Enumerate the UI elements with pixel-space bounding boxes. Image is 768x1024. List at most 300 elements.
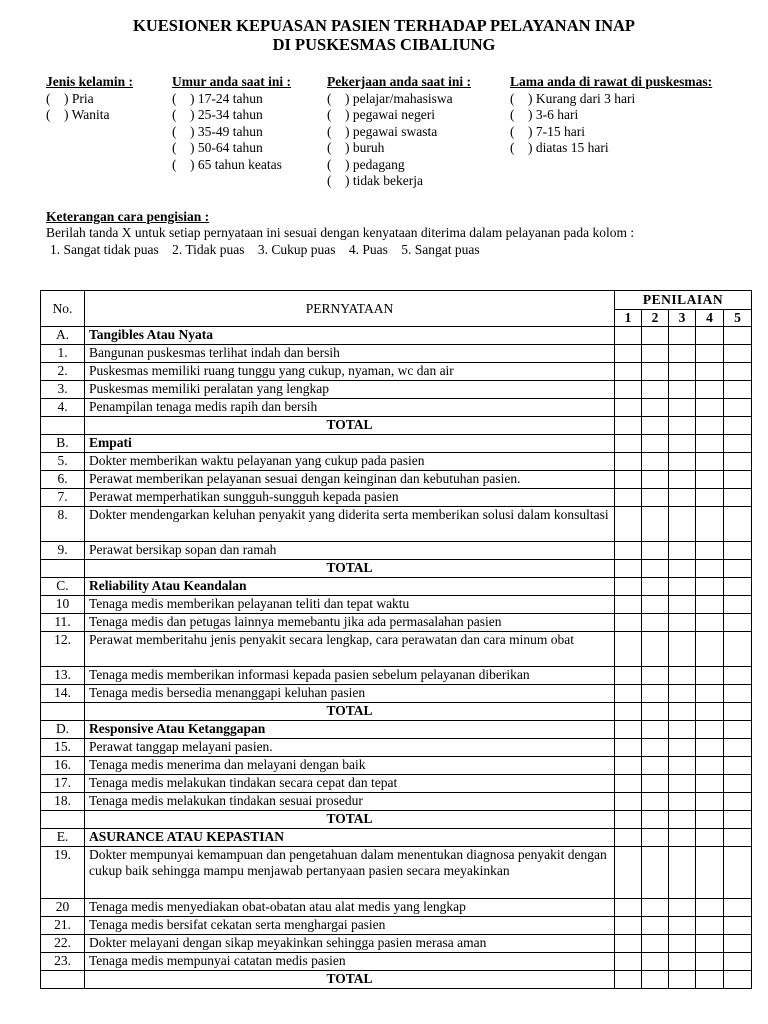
row-number: 1. <box>41 345 85 363</box>
statement-text: Tenaga medis bersedia menanggapi keluhan pasien <box>85 685 615 703</box>
total-row <box>41 417 752 435</box>
rating-cell-4[interactable] <box>696 953 724 971</box>
rating-cell-1[interactable] <box>615 489 642 507</box>
gender-option-female[interactable]: ( ) Wanita <box>46 107 110 122</box>
rating-cell-5[interactable] <box>724 632 752 667</box>
row-number: 3. <box>41 381 85 399</box>
section-title: ASURANCE ATAU KEPASTIAN <box>85 829 615 847</box>
rating-cell-2[interactable] <box>642 847 669 899</box>
rating-cell-5[interactable] <box>724 363 752 381</box>
rating-cell-4 <box>696 327 724 345</box>
row-number: 8. <box>41 507 85 542</box>
statement-row <box>41 363 752 381</box>
statement-text: Bangunan puskesmas terlihat indah dan bersih <box>85 345 615 363</box>
rating-cell-5 <box>724 435 752 453</box>
gender-question <box>46 74 133 124</box>
occupation-question <box>327 74 471 190</box>
rating-cell-3[interactable] <box>669 685 696 703</box>
rating-cell-1[interactable] <box>615 685 642 703</box>
statement-text: Tenaga medis melakukan tindakan secara cepat dan tepat <box>85 775 615 793</box>
total-row <box>41 811 752 829</box>
stay-option-under-3[interactable]: ( ) Kurang dari 3 hari <box>510 90 636 106</box>
statement-row <box>41 542 752 560</box>
rating-cell-5 <box>724 971 752 989</box>
rating-cell-2[interactable] <box>642 632 669 667</box>
rating-cell-3 <box>669 435 696 453</box>
statement-row <box>41 917 752 935</box>
statement-row <box>41 847 752 899</box>
section-row <box>41 327 752 345</box>
rating-cell-3[interactable] <box>669 363 696 381</box>
rating-cell-4[interactable] <box>696 899 724 917</box>
rating-cell-3[interactable] <box>669 399 696 417</box>
rating-cell-1[interactable] <box>615 381 642 399</box>
statement-row <box>41 345 752 363</box>
age-label: Umur anda saat ini : <box>172 74 292 89</box>
statement-text: Tenaga medis memberikan pelayanan teliti dan tepat waktu <box>85 596 615 614</box>
statement-text: Tenaga medis dan petugas lainnya memebantu jika ada permasalahan pasien <box>85 614 615 632</box>
row-number: 16. <box>41 757 85 775</box>
rating-cell-3[interactable] <box>669 667 696 685</box>
rating-cell-3[interactable] <box>669 757 696 775</box>
statement-text: Dokter memberikan waktu pelayanan yang cukup pada pasien <box>85 453 615 471</box>
total-label: TOTAL <box>85 417 615 435</box>
row-number: 22. <box>41 935 85 953</box>
rating-cell-1[interactable] <box>615 935 642 953</box>
rating-cell-3[interactable] <box>669 632 696 667</box>
row-number <box>41 971 85 989</box>
rating-cell-2[interactable] <box>642 685 669 703</box>
age-option-50-64[interactable]: ( ) 50-64 tahun <box>172 140 263 155</box>
section-row <box>41 578 752 596</box>
rating-cell-2[interactable] <box>642 935 669 953</box>
rating-cell-4[interactable] <box>696 471 724 489</box>
rating-cell-5 <box>724 327 752 345</box>
rating-cell-5[interactable] <box>724 917 752 935</box>
scale-item: 4. Puas <box>348 242 388 257</box>
rating-cell-1[interactable] <box>615 632 642 667</box>
rating-cell-3[interactable] <box>669 739 696 757</box>
rating-cell-2 <box>642 811 669 829</box>
rating-cell-3[interactable] <box>669 917 696 935</box>
occupation-option-trader[interactable]: ( ) pedagang <box>327 156 405 172</box>
rating-cell-1 <box>615 560 642 578</box>
row-number <box>41 417 85 435</box>
rating-cell-5 <box>724 829 752 847</box>
total-label: TOTAL <box>85 971 615 989</box>
rating-cell-1[interactable] <box>615 363 642 381</box>
statement-row <box>41 775 752 793</box>
rating-cell-1 <box>615 435 642 453</box>
row-number <box>41 703 85 721</box>
rating-cell-4[interactable] <box>696 381 724 399</box>
header-rating-2: 2 <box>642 310 669 327</box>
rating-cell-4[interactable] <box>696 793 724 811</box>
scale-item: 5. Sangat puas <box>401 242 480 257</box>
rating-cell-3[interactable] <box>669 507 696 542</box>
rating-cell-3[interactable] <box>669 453 696 471</box>
rating-cell-1[interactable] <box>615 917 642 935</box>
rating-cell-5[interactable] <box>724 399 752 417</box>
rating-cell-5[interactable] <box>724 381 752 399</box>
row-number: 5. <box>41 453 85 471</box>
rating-cell-5[interactable] <box>724 775 752 793</box>
header-statement: PERNYATAAN <box>85 291 615 327</box>
statement-row <box>41 953 752 971</box>
rating-cell-1[interactable] <box>615 399 642 417</box>
rating-cell-1[interactable] <box>615 507 642 542</box>
rating-cell-4[interactable] <box>696 345 724 363</box>
section-title: Tangibles Atau Nyata <box>85 327 615 345</box>
rating-cell-2 <box>642 971 669 989</box>
rating-cell-1[interactable] <box>615 542 642 560</box>
rating-cell-5[interactable] <box>724 614 752 632</box>
instructions-title: Keterangan cara pengisian : <box>46 209 210 224</box>
rating-cell-3 <box>669 560 696 578</box>
statement-text: Penampilan tenaga medis rapih dan bersih <box>85 399 615 417</box>
row-number: 21. <box>41 917 85 935</box>
scale-item: 2. Tidak puas <box>172 242 245 257</box>
rating-cell-2 <box>642 703 669 721</box>
statement-text: Tenaga medis melakukan tindakan sesuai prosedur <box>85 793 615 811</box>
row-number <box>41 811 85 829</box>
stay-duration-question <box>510 74 712 157</box>
row-number <box>41 560 85 578</box>
rating-cell-5 <box>724 721 752 739</box>
statement-row <box>41 667 752 685</box>
rating-cell-2[interactable] <box>642 775 669 793</box>
statement-row <box>41 632 752 667</box>
rating-cell-2[interactable] <box>642 953 669 971</box>
statement-row <box>41 489 752 507</box>
rating-cell-3[interactable] <box>669 489 696 507</box>
scale-item: 3. Cukup puas <box>257 242 336 257</box>
rating-cell-5[interactable] <box>724 953 752 971</box>
section-row <box>41 721 752 739</box>
rating-cell-4[interactable] <box>696 363 724 381</box>
rating-cell-5 <box>724 560 752 578</box>
rating-cell-5[interactable] <box>724 471 752 489</box>
row-number: 11. <box>41 614 85 632</box>
age-option-17-24[interactable]: ( ) 17-24 tahun <box>172 90 263 106</box>
rating-cell-3[interactable] <box>669 596 696 614</box>
row-number: 15. <box>41 739 85 757</box>
rating-cell-1[interactable] <box>615 757 642 775</box>
row-number: B. <box>41 435 85 453</box>
rating-cell-2 <box>642 560 669 578</box>
rating-cell-1[interactable] <box>615 899 642 917</box>
statement-row <box>41 453 752 471</box>
total-row <box>41 971 752 989</box>
age-question <box>172 74 291 173</box>
statement-row <box>41 739 752 757</box>
statement-text: Perawat tanggap melayani pasien. <box>85 739 615 757</box>
gender-label: Jenis kelamin : <box>46 74 134 89</box>
section-title: Responsive Atau Ketanggapan <box>85 721 615 739</box>
rating-cell-1 <box>615 327 642 345</box>
occupation-option-civil-servant[interactable]: ( ) pegawai negeri <box>327 107 435 122</box>
rating-cell-2[interactable] <box>642 381 669 399</box>
section-title: Empati <box>85 435 615 453</box>
row-number: 23. <box>41 953 85 971</box>
row-number: 19. <box>41 847 85 899</box>
rating-cell-4[interactable] <box>696 775 724 793</box>
rating-cell-5[interactable] <box>724 899 752 917</box>
row-number: D. <box>41 721 85 739</box>
age-option-35-49[interactable]: ( ) 35-49 tahun <box>172 123 263 139</box>
rating-cell-5[interactable] <box>724 453 752 471</box>
row-number: 13. <box>41 667 85 685</box>
rating-cell-1[interactable] <box>615 775 642 793</box>
header-rating-5: 5 <box>724 310 752 327</box>
row-number: A. <box>41 327 85 345</box>
statement-text: Tenaga medis bersifat cekatan serta menghargai pasien <box>85 917 615 935</box>
rating-cell-2[interactable] <box>642 345 669 363</box>
occupation-option-student[interactable]: ( ) pelajar/mahasiswa <box>327 90 453 106</box>
document-title-line1: KUESIONER KEPUASAN PASIEN TERHADAP PELAYANAN INAP <box>133 16 635 35</box>
rating-cell-4 <box>696 417 724 435</box>
statement-row <box>41 793 752 811</box>
rating-cell-2[interactable] <box>642 899 669 917</box>
rating-cell-4[interactable] <box>696 935 724 953</box>
rating-cell-3[interactable] <box>669 381 696 399</box>
rating-cell-1[interactable] <box>615 847 642 899</box>
rating-cell-1[interactable] <box>615 596 642 614</box>
statement-text: Perawat bersikap sopan dan ramah <box>85 542 615 560</box>
rating-cell-4[interactable] <box>696 667 724 685</box>
rating-cell-4[interactable] <box>696 596 724 614</box>
rating-cell-2 <box>642 829 669 847</box>
rating-cell-1[interactable] <box>615 614 642 632</box>
statement-row <box>41 614 752 632</box>
rating-cell-2[interactable] <box>642 917 669 935</box>
rating-cell-3 <box>669 327 696 345</box>
total-label: TOTAL <box>85 703 615 721</box>
rating-cell-4[interactable] <box>696 399 724 417</box>
rating-cell-5[interactable] <box>724 935 752 953</box>
rating-cell-5 <box>724 703 752 721</box>
header-rating-4: 4 <box>696 310 724 327</box>
rating-cell-3 <box>669 971 696 989</box>
stay-duration-label: Lama anda di rawat di puskesmas: <box>510 74 713 89</box>
row-number: 20 <box>41 899 85 917</box>
rating-cell-1 <box>615 578 642 596</box>
header-no: No. <box>41 291 85 327</box>
rating-cell-3[interactable] <box>669 953 696 971</box>
rating-cell-4[interactable] <box>696 489 724 507</box>
row-number: 17. <box>41 775 85 793</box>
rating-cell-1[interactable] <box>615 739 642 757</box>
statement-text: Dokter mempunyai kemampuan dan pengetahuan dalam menentukan diagnosa penyakit dengan cukup baik sehingga mampu menjawab pertanyaan pasien secara meyakinkan <box>85 847 615 899</box>
rating-cell-4[interactable] <box>696 685 724 703</box>
rating-cell-2[interactable] <box>642 757 669 775</box>
rating-cell-1 <box>615 417 642 435</box>
statement-text: Puskesmas memiliki peralatan yang lengkap <box>85 381 615 399</box>
rating-cell-4 <box>696 829 724 847</box>
header-rating: PENILAIAN <box>615 291 752 310</box>
statement-row <box>41 596 752 614</box>
row-number: 2. <box>41 363 85 381</box>
rating-cell-2[interactable] <box>642 507 669 542</box>
rating-cell-3[interactable] <box>669 847 696 899</box>
age-option-25-34[interactable]: ( ) 25-34 tahun <box>172 107 263 122</box>
rating-cell-2 <box>642 578 669 596</box>
occupation-option-private-employee[interactable]: ( ) pegawai swasta <box>327 123 438 139</box>
rating-cell-2[interactable] <box>642 793 669 811</box>
stay-option-7-15[interactable]: ( ) 7-15 hari <box>510 123 585 139</box>
row-number: 18. <box>41 793 85 811</box>
rating-cell-5 <box>724 811 752 829</box>
rating-cell-1 <box>615 971 642 989</box>
rating-cell-2[interactable] <box>642 596 669 614</box>
rating-scale-legend <box>50 241 490 258</box>
rating-cell-1 <box>615 829 642 847</box>
rating-cell-2[interactable] <box>642 363 669 381</box>
rating-cell-1[interactable] <box>615 345 642 363</box>
age-option-65-plus[interactable]: ( ) 65 tahun keatas <box>172 156 282 172</box>
statement-text: Tenaga medis menerima dan melayani dengan baik <box>85 757 615 775</box>
row-number: 9. <box>41 542 85 560</box>
rating-cell-4[interactable] <box>696 542 724 560</box>
header-rating-3: 3 <box>669 310 696 327</box>
statement-text: Tenaga medis menyediakan obat-obatan atau alat medis yang lengkap <box>85 899 615 917</box>
rating-cell-1[interactable] <box>615 667 642 685</box>
rating-cell-3 <box>669 703 696 721</box>
rating-cell-4[interactable] <box>696 507 724 542</box>
rating-cell-4[interactable] <box>696 757 724 775</box>
row-number: 6. <box>41 471 85 489</box>
rating-cell-5[interactable] <box>724 596 752 614</box>
rating-cell-5[interactable] <box>724 847 752 899</box>
rating-cell-4[interactable] <box>696 632 724 667</box>
rating-cell-4 <box>696 811 724 829</box>
rating-cell-2[interactable] <box>642 399 669 417</box>
statement-text: Perawat memberikan pelayanan sesuai dengan keinginan dan kebutuhan pasien. <box>85 471 615 489</box>
rating-cell-2[interactable] <box>642 739 669 757</box>
rating-cell-5[interactable] <box>724 793 752 811</box>
rating-cell-2[interactable] <box>642 471 669 489</box>
rating-cell-2 <box>642 417 669 435</box>
section-title: Reliability Atau Keandalan <box>85 578 615 596</box>
rating-cell-5[interactable] <box>724 489 752 507</box>
rating-cell-2[interactable] <box>642 614 669 632</box>
statement-text: Tenaga medis mempunyai catatan medis pasien <box>85 953 615 971</box>
rating-cell-1[interactable] <box>615 793 642 811</box>
statement-row <box>41 899 752 917</box>
statement-row <box>41 381 752 399</box>
statement-row <box>41 399 752 417</box>
rating-cell-4[interactable] <box>696 453 724 471</box>
occupation-option-unemployed[interactable]: ( ) tidak bekerja <box>327 173 423 188</box>
stay-option-over-15[interactable]: ( ) diatas 15 hari <box>510 140 609 155</box>
rating-cell-2[interactable] <box>642 489 669 507</box>
rating-cell-3[interactable] <box>669 899 696 917</box>
rating-cell-1[interactable] <box>615 453 642 471</box>
rating-cell-2 <box>642 721 669 739</box>
rating-cell-3[interactable] <box>669 935 696 953</box>
rating-cell-5 <box>724 578 752 596</box>
rating-cell-2[interactable] <box>642 542 669 560</box>
rating-cell-4 <box>696 435 724 453</box>
scale-item: 1. Sangat tidak puas <box>50 242 159 257</box>
rating-cell-1 <box>615 811 642 829</box>
rating-cell-3[interactable] <box>669 775 696 793</box>
questionnaire-table <box>40 290 752 989</box>
rating-cell-5[interactable] <box>724 685 752 703</box>
rating-cell-5[interactable] <box>724 507 752 542</box>
rating-cell-1 <box>615 721 642 739</box>
questionnaire-body <box>41 327 752 989</box>
rating-cell-5 <box>724 417 752 435</box>
statement-row <box>41 685 752 703</box>
rating-cell-3[interactable] <box>669 471 696 489</box>
rating-cell-3[interactable] <box>669 614 696 632</box>
gender-option-male[interactable]: ( ) Pria <box>46 90 94 106</box>
total-label: TOTAL <box>85 560 615 578</box>
stay-option-3-6[interactable]: ( ) 3-6 hari <box>510 107 579 122</box>
rating-cell-4[interactable] <box>696 917 724 935</box>
statement-row <box>41 471 752 489</box>
statement-text: Tenaga medis memberikan informasi kepada pasien sebelum pelayanan diberikan <box>85 667 615 685</box>
row-number: 10 <box>41 596 85 614</box>
row-number: E. <box>41 829 85 847</box>
rating-cell-3[interactable] <box>669 345 696 363</box>
rating-cell-3[interactable] <box>669 542 696 560</box>
rating-cell-3 <box>669 721 696 739</box>
statement-text: Dokter mendengarkan keluhan penyakit yang diderita serta memberikan solusi dalam konsultasi <box>85 507 615 542</box>
rating-cell-2[interactable] <box>642 667 669 685</box>
rating-cell-1[interactable] <box>615 953 642 971</box>
total-row <box>41 703 752 721</box>
row-number: 7. <box>41 489 85 507</box>
statement-text: Dokter melayani dengan sikap meyakinkan sehingga pasien merasa aman <box>85 935 615 953</box>
rating-cell-5[interactable] <box>724 542 752 560</box>
rating-cell-1 <box>615 703 642 721</box>
total-label: TOTAL <box>85 811 615 829</box>
rating-cell-3 <box>669 829 696 847</box>
statement-text: Puskesmas memiliki ruang tunggu yang cukup, nyaman, wc dan air <box>85 363 615 381</box>
occupation-option-laborer[interactable]: ( ) buruh <box>327 140 385 155</box>
section-row <box>41 829 752 847</box>
rating-cell-2 <box>642 327 669 345</box>
rating-cell-4[interactable] <box>696 847 724 899</box>
rating-cell-4[interactable] <box>696 739 724 757</box>
row-number: 12. <box>41 632 85 667</box>
rating-cell-4 <box>696 560 724 578</box>
total-row <box>41 560 752 578</box>
rating-cell-2 <box>642 435 669 453</box>
rating-cell-5[interactable] <box>724 345 752 363</box>
rating-cell-4 <box>696 703 724 721</box>
rating-cell-5[interactable] <box>724 739 752 757</box>
rating-cell-4 <box>696 578 724 596</box>
row-number: 4. <box>41 399 85 417</box>
header-rating-1: 1 <box>615 310 642 327</box>
statement-text: Perawat memberitahu jenis penyakit secara lengkap, cara perawatan dan cara minum obat <box>85 632 615 667</box>
rating-cell-2[interactable] <box>642 453 669 471</box>
document-title-line2: DI PUSKESMAS CIBALIUNG <box>272 35 496 54</box>
rating-cell-5[interactable] <box>724 667 752 685</box>
statement-text: Perawat memperhatikan sungguh-sungguh kepada pasien <box>85 489 615 507</box>
rating-cell-3[interactable] <box>669 793 696 811</box>
rating-cell-1[interactable] <box>615 471 642 489</box>
rating-cell-3 <box>669 417 696 435</box>
rating-cell-3 <box>669 578 696 596</box>
statement-row <box>41 935 752 953</box>
rating-cell-4[interactable] <box>696 614 724 632</box>
rating-cell-5[interactable] <box>724 757 752 775</box>
section-row <box>41 435 752 453</box>
